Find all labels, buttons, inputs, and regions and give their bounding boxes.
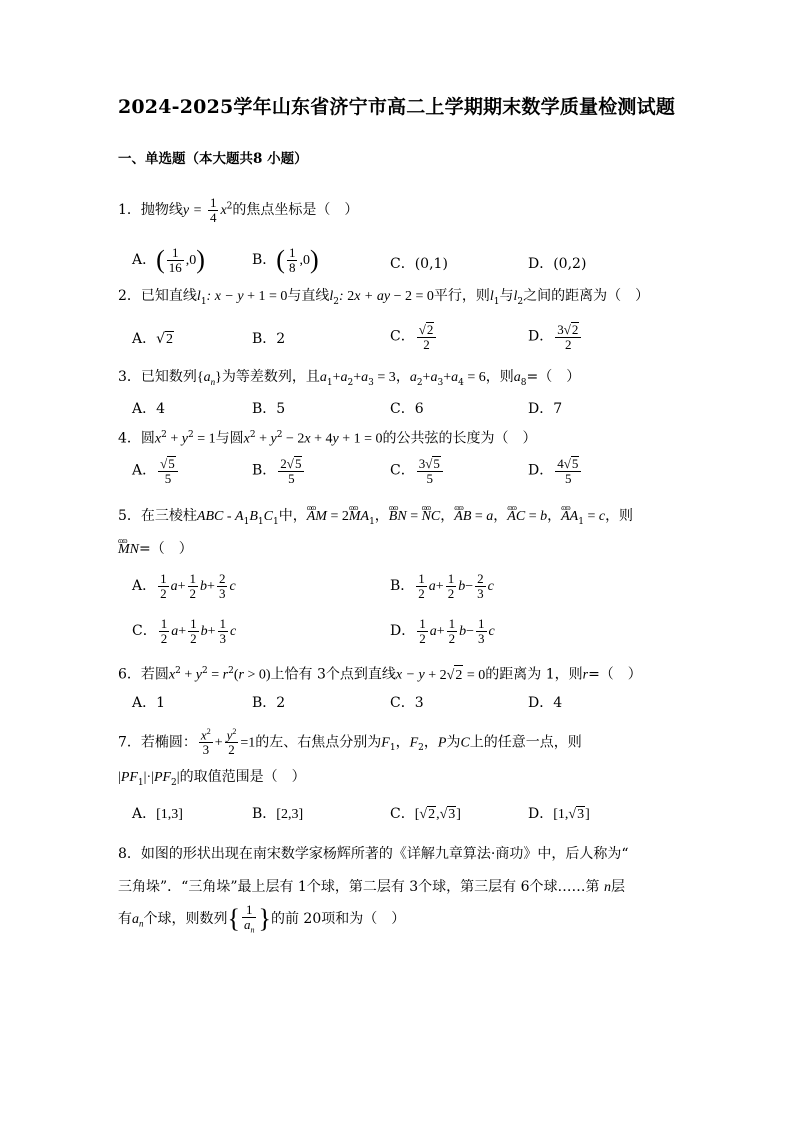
question-5-line2: ɷɷ MN=（ ） xyxy=(118,539,193,560)
question-5: 5．在三棱柱ABC - $A_1B_1C_1$中，ɷɷ AM = 2ɷɷ $MA_1$，ɷɷ BN = ɷɷ NC，ɷɷ AB = a，ɷɷ AC = b，ɷɷ $AA_1 = c$，则 xyxy=(118,506,633,532)
q5-option-b[interactable]: B． $\frac{1}{2}$ a+ $\frac{1}{2}$ b− $\frac{2}{3}$ c xyxy=(390,571,494,601)
q2-option-b[interactable]: B．2 xyxy=(252,331,286,347)
section-heading: 一、单选题（本大题共8 小题） xyxy=(118,151,308,167)
q3-option-d[interactable]: D．7 xyxy=(528,401,563,417)
q1-option-c[interactable]: C．(0,1) xyxy=(390,256,448,272)
q4-option-a[interactable]: A． $\frac{√5}{5}$ xyxy=(132,456,180,485)
q4-option-d[interactable]: D． $\frac{4√5}{5}$ xyxy=(528,456,583,485)
q7-option-a[interactable]: A．[1,3] xyxy=(132,806,183,822)
question-3: 3．已知数列$\{a_n\}$为等差数列，且$a_1+a_2+a_3 = 3$，$a_2+a_3+a_4 = 6$，则$a_8=$（ ） xyxy=(118,369,581,388)
question-4: 4．圆$x^2 + y^2 = 1$与圆$x^2 + y^2 - 2x + 4y + 1 = 0$的公共弦的长度为（ ） xyxy=(118,430,537,447)
q3-option-a[interactable]: A．4 xyxy=(132,401,166,417)
question-1: 1．抛物线y = $\frac{1}{4}$ $x^2$的焦点坐标是（ ） xyxy=(118,195,359,225)
q1-option-d[interactable]: D．(0,2) xyxy=(528,256,587,272)
q7-option-c[interactable]: C．[√2,√3] xyxy=(390,806,461,822)
exam-title: 2024-2025学年山东省济宁市高二上学期期末数学质量检测试题 xyxy=(117,96,676,118)
question-7: 7．若椭圆： $\frac{x^2}{3}$ + $\frac{y^2}{2}$ =1的左、右焦点分别为$F_1$，$F_2$，P为C上的任意一点，则 xyxy=(118,727,582,757)
q5-option-c[interactable]: C． $\frac{1}{2}$ a+ $\frac{1}{2}$ b+ $\frac{1}{3}$ c xyxy=(132,616,237,646)
question-2: 2．已知直线$l_1$: x − y + 1 = 0与直线$l_2$: 2x + ay − 2 = 0平行，则$l_1$与$l_2$之间的距离为（ ） xyxy=(118,288,650,307)
question-7-line2: $|PF_1|\cdot|PF_2|$的取值范围是（ ） xyxy=(118,769,306,788)
q5-option-a[interactable]: A． $\frac{1}{2}$ a+ $\frac{1}{2}$ b+ $\frac{2}{3}$ c xyxy=(132,571,236,601)
q2-option-a[interactable]: A．√2 xyxy=(132,331,174,347)
q6-option-c[interactable]: C．3 xyxy=(390,695,424,711)
question-8-line1: 8．如图的形状出现在南宋数学家杨辉所著的《详解九章算法·商功》中，后人称为“ xyxy=(118,846,629,862)
q4-option-b[interactable]: B． $\frac{2√5}{5}$ xyxy=(252,456,306,485)
q1-option-b[interactable]: B．( $\frac{1}{8}$ ,0) xyxy=(252,244,319,275)
q4-option-c[interactable]: C． $\frac{3√5}{5}$ xyxy=(390,456,445,485)
question-6: 6．若圆$x^2 + y^2 = r^2(r > 0)$上恰有 3个点到直线x − y + 2√2 = 0的距离为 1，则r=（ ） xyxy=(118,661,642,686)
q6-option-a[interactable]: A．1 xyxy=(132,695,166,711)
question-8-line2: 三角垛”．“三角垛”最上层有 1个球，第二层有 3个球，第三层有 6个球……第 n层 xyxy=(118,879,625,895)
q7-option-d[interactable]: D．[1,√3] xyxy=(528,806,590,822)
q7-option-b[interactable]: B．[2,3] xyxy=(252,806,304,822)
q3-option-b[interactable]: B．5 xyxy=(252,401,286,417)
question-8-line3: 有$a_n$个球，则数列{ $\frac{1}{a_n}$ }的前 20项和为（ ） xyxy=(118,902,406,935)
q2-option-d[interactable]: D． $\frac{3√2}{2}$ xyxy=(528,322,583,351)
q1-option-a[interactable]: A．( $\frac{1}{16}$ ,0) xyxy=(132,244,205,275)
q6-option-b[interactable]: B．2 xyxy=(252,695,286,711)
q5-option-d[interactable]: D． $\frac{1}{2}$ a+ $\frac{1}{2}$ b− $\frac{1}{3}$ c xyxy=(390,616,495,646)
q6-option-d[interactable]: D．4 xyxy=(528,695,563,711)
q3-option-c[interactable]: C．6 xyxy=(390,401,424,417)
q2-option-c[interactable]: C． $\frac{√2}{2}$ xyxy=(390,322,438,351)
